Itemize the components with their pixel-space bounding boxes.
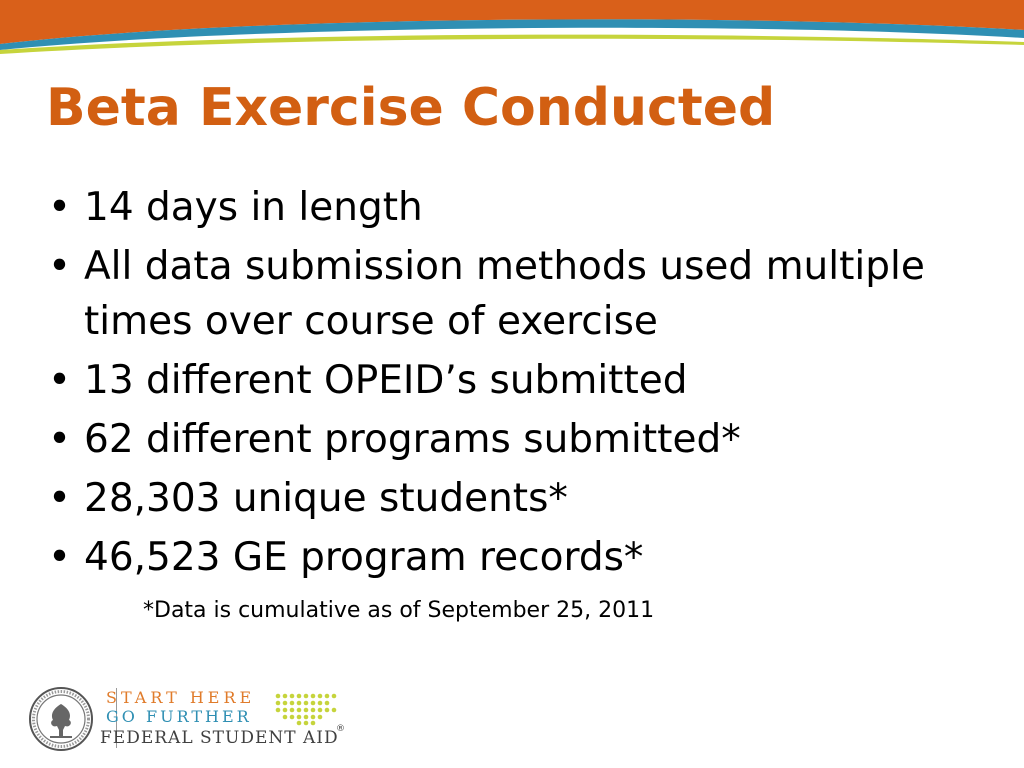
bullet-text: 14 days in length: [84, 185, 423, 230]
bullet-dot-icon: •: [48, 476, 72, 521]
list-item: [46, 180, 1006, 235]
bullet-dot-icon: •: [48, 358, 72, 403]
bullet-dot-icon: •: [48, 535, 72, 580]
logo-text-federal-student-aid: FEDERAL STUDENT AID: [100, 728, 339, 748]
bullet-text: 13 different OPEID’s submitted: [84, 358, 688, 403]
bullet-text: 46,523 GE program records*: [84, 535, 644, 580]
bullet-dot-icon: •: [48, 185, 72, 230]
footnote: *Data is cumulative as of September 25, 2011: [143, 598, 655, 623]
bullet-list: [46, 180, 1006, 589]
bullet-text: 62 different programs submitted*: [84, 417, 741, 462]
dot-pattern-icon: [274, 692, 338, 726]
bullet-dot-icon: •: [48, 244, 72, 289]
federal-student-aid-logo: [28, 686, 358, 752]
registered-mark: ®: [336, 724, 345, 734]
list-item: [46, 530, 1006, 585]
slide-title: Beta Exercise Conducted: [46, 78, 776, 138]
list-item: [46, 353, 1006, 408]
list-item: [46, 239, 1006, 349]
list-item: [46, 471, 1006, 526]
bullet-dot-icon: •: [48, 417, 72, 462]
logo-text-go-further: GO FURTHER: [106, 707, 252, 726]
bullet-text: 28,303 unique students*: [84, 476, 568, 521]
top-banner: [0, 0, 1024, 60]
department-of-education-seal-icon: [28, 686, 94, 752]
list-item: [46, 412, 1006, 467]
logo-text-start-here: START HERE: [106, 688, 256, 707]
bullet-text: All data submission methods used multiple times over course of exercise: [84, 244, 925, 344]
